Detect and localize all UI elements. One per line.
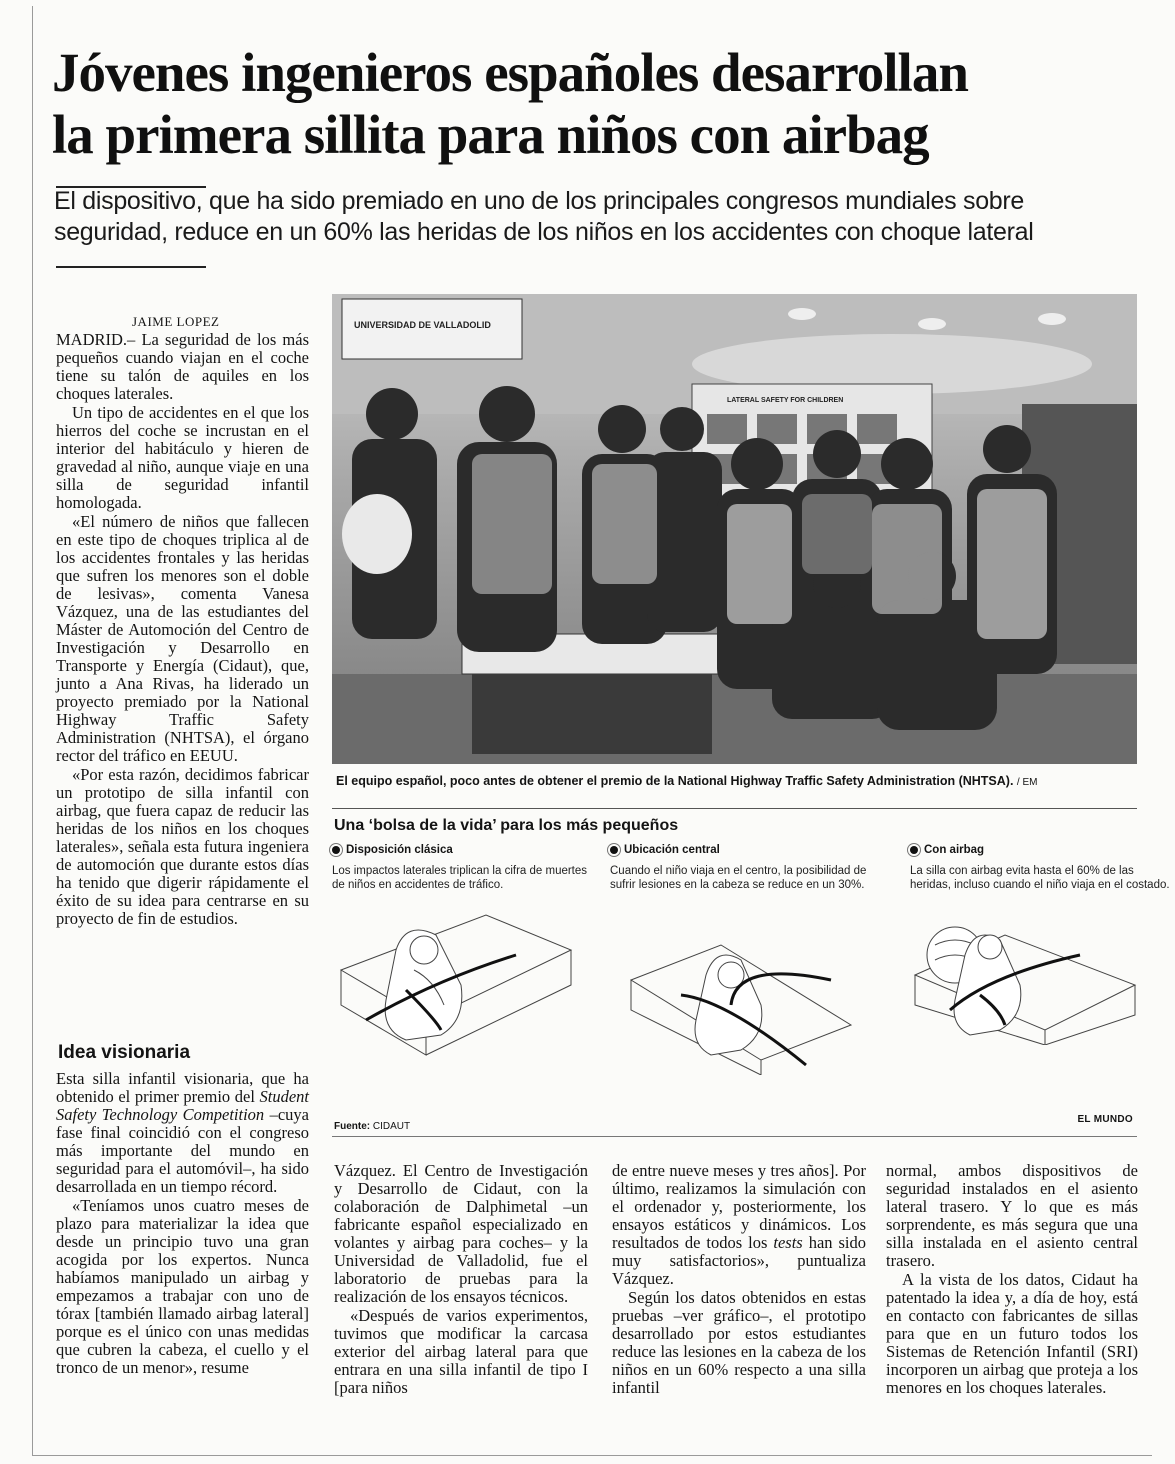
graphic-rule-bottom (332, 1136, 1137, 1137)
panel-description: Los impactos laterales triplican la cifra de muertes de niños en accidentes de tráfico. (332, 865, 588, 891)
paragraph: Un tipo de accidentes en el que los hierros del coche se incrustan en el interior del habitáculo y hieren de gravedad al niño, aunque viaje en una silla de seguridad infantil homologada. (56, 403, 309, 512)
competition-name: Student Safety Technology Competition (56, 1087, 309, 1124)
headline-line-2: la primera sillita para niños con airbag (52, 104, 929, 165)
tests-word: tests (773, 1233, 803, 1252)
paragraph-end: –cuya fase final coincidió con el congreso más importante del mundo en seguridad para el automóvil–, ha sido desarrollada en un tiempo récord. (56, 1105, 309, 1196)
photo-caption (336, 774, 1136, 788)
source-value: CIDAUT (372, 1121, 411, 1132)
paragraph-end: han sido muy satisfactorios», puntualiza Vázquez. (612, 1233, 866, 1288)
paragraph (612, 1162, 866, 1288)
team-photo (332, 294, 1137, 764)
headline-line-1: Jóvenes ingenieros españoles desarrollan (52, 42, 968, 103)
article-column-1-continued (56, 1070, 309, 1378)
photo-credit: / EM (1016, 777, 1038, 788)
article-column-3 (612, 1162, 866, 1398)
panel-title (610, 844, 870, 856)
page-frame-bottom (32, 1455, 1152, 1456)
subhead-rule-bottom (56, 266, 206, 268)
paragraph: «Por esta razón, decidimos fabricar un prototipo de silla infantil con airbag, que fuera capaz de reducir las heridas de los niños en los choques laterales», señala esta futura ingeniera de automoción que durante estos días ha tenido que digerir rápidamente el éxito de su idea para centrarse en su proyecto de fin de estudios. (56, 765, 309, 928)
bullet-icon (332, 846, 340, 854)
graphic-title: Una ‘bolsa de la vida’ para los más pequeños (334, 817, 679, 834)
article-column-2 (334, 1162, 588, 1398)
graphic-source (334, 1121, 410, 1132)
section-heading: Idea visionaria (58, 1042, 191, 1063)
paragraph (56, 1070, 309, 1196)
paragraph: «Después de varios experimentos, tuvimos que modificar la carcasa exterior del airbag lateral para que entrara en una silla infantil de tipo I [para niños (334, 1306, 588, 1397)
panel-title (910, 844, 1170, 856)
paragraph: «El número de niños que fallecen en este tipo de choques triplica al de los accidentes frontales y las heridas que sufren los menores son el doble de lesivas», comenta Vanesa Vázquez, una de las estudiantes del Máster de Automoción del Centro de Investigación y Desarrollo en Transporte y Energía (Cidaut), que, junto a Ana Rivas, ha liderado un proyecto premiado por la National Highway Traffic Safety Administration (NHTSA), el órgano rector del tráfico en EEUU. (56, 512, 309, 765)
paragraph: MADRID.– La seguridad de los más pequeños cuando viajan en el coche tiene su talón de aquiles en los choques laterales. (56, 330, 309, 403)
subhead: El dispositivo, que ha sido premiado en uno de los principales congresos mundiales sobre seguridad, reduce en un 60% las heridas de los niños en los accidentes con choque lateral (54, 187, 1034, 246)
paragraph: Vázquez. El Centro de Investigación y Desarrollo de Cidaut, con la colaboración de Dalphimetal –un fabricante español especializado en volantes y airbag para coches– y la Universidad de Valladolid, fue el laboratorio de pruebas para la realización de los ensayos técnicos. (334, 1161, 588, 1306)
graphic-panel-airbag (910, 844, 1170, 892)
booth-sign-text: UNIVERSIDAD DE VALLADOLID (354, 320, 491, 330)
paragraph-start: Esta silla infantil visionaria, que ha obtenido el primer premio del (56, 1069, 309, 1106)
panel-description: Cuando el niño viaja en el centro, la posibilidad de sufrir lesiones en la cabeza se reduce en un 30%. (610, 865, 867, 891)
panel-title-text: Ubicación central (624, 844, 720, 856)
poster-title: LATERAL SAFETY FOR CHILDREN (727, 397, 844, 404)
graphic-brand: EL MUNDO (1077, 1114, 1133, 1125)
child-seat-classic-illustration (336, 910, 576, 1060)
panel-description: La silla con airbag evita hasta el 60% de las heridas, incluso cuando el niño viaja en el costado. (910, 865, 1170, 891)
child-seat-central-illustration (626, 940, 856, 1075)
article-column-4 (886, 1162, 1138, 1398)
graphic-panel-classic (332, 844, 592, 892)
bullet-icon (910, 846, 918, 854)
photo-caption-text: El equipo español, poco antes de obtener el premio de la National Highway Traffic Safety Administration (NHTSA). (336, 774, 1014, 788)
paragraph: Según los datos obtenidos en estas pruebas –ver gráfico–, el prototipo desarrollado por estos estudiantes reduce las lesiones en la cabeza de los niños en un 60% respecto a una silla infantil (612, 1288, 866, 1397)
bullet-icon (610, 846, 618, 854)
page-frame-left (32, 6, 33, 1456)
graphic-rule-top (332, 808, 1137, 809)
paragraph: «Teníamos unos cuatro meses de plazo para materializar la idea que desde un principio tuvo una gran acogida por los expertos. Nunca habíamos manipulado un airbag y empezamos a trabajar con uno de tórax [también llamado airbag lateral] porque es el único con unas medidas que cubren la cabeza, el cuello y el tronco de un menor», resume (56, 1196, 309, 1377)
article-column-1 (56, 331, 309, 929)
graphic-panel-central (610, 844, 870, 892)
panel-title-text: Con airbag (924, 844, 985, 856)
panel-title-text: Disposición clásica (346, 844, 453, 856)
byline: JAIME LOPEZ (132, 314, 220, 329)
team-photo-illustration (332, 294, 1137, 764)
source-label: Fuente: (334, 1121, 371, 1132)
child-seat-airbag-illustration (910, 915, 1140, 1045)
paragraph-start: de entre nueve meses y tres años]. Por último, realizamos la simulación con el ordenador y, posteriormente, los ensayos estáticos y dinámicos. Los resultados de todos los (612, 1161, 866, 1252)
paragraph: normal, ambos dispositivos de seguridad instalados en el asiento lateral trasero. Y lo que es más sorprendente, es más segura que una silla instalada en el asiento central trasero. (886, 1161, 1138, 1270)
headline (52, 42, 1152, 166)
paragraph: A la vista de los datos, Cidaut ha patentado la idea y, a día de hoy, está en contacto con fabricantes de sillas para que en un futuro todos los Sistemas de Retención Infantil (SRI) incorporen un airbag que proteja a los menores en los choques laterales. (886, 1270, 1138, 1397)
panel-title (332, 844, 592, 856)
